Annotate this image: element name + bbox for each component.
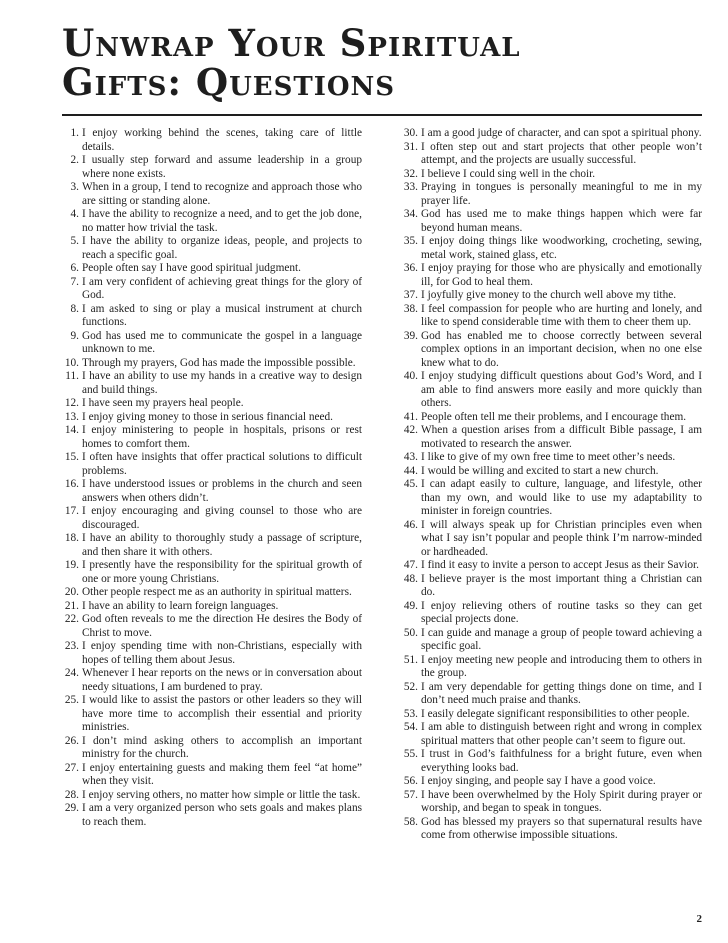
question-item (396, 411, 702, 425)
question-number: 39. (403, 329, 418, 342)
question-item (62, 208, 362, 235)
question-text: People often say I have good spiritual judgment. (82, 262, 301, 274)
question-text: God has used me to make things happen which were far beyond human means. (421, 208, 702, 234)
question-text: I am very confident of achieving great things for the glory of God. (82, 275, 362, 301)
question-number: 41. (403, 410, 418, 423)
question-text: I don’t mind asking others to accomplish an important ministry for the church. (82, 734, 362, 760)
question-number: 35. (403, 235, 418, 247)
question-text: I enjoy serving others, no matter how simple or little the task. (82, 788, 361, 801)
question-item (396, 600, 702, 627)
question-item (396, 181, 702, 208)
question-text: I often step out and start projects that other people won’t attempt, and the projects are usually successful. (421, 140, 702, 166)
title-line-1: Unwrap Your Spiritual (62, 21, 521, 65)
question-number: 21. (64, 599, 79, 612)
question-number: 56. (403, 775, 418, 787)
question-number: 10. (64, 356, 79, 369)
question-text: I am very dependable for getting things done on time, and I don’t need much praise and thanks. (421, 680, 702, 706)
question-text: I have an ability to learn foreign languages. (82, 599, 279, 612)
question-text: I like to give of my own free time to meet other’s needs. (421, 451, 676, 463)
question-text: I am asked to sing or play a musical instrument at church functions. (82, 302, 362, 328)
question-item (62, 235, 362, 262)
question-item (62, 762, 362, 789)
question-item (62, 397, 362, 411)
question-number: 44. (403, 464, 418, 477)
question-number: 24. (64, 667, 79, 679)
question-number: 12. (64, 397, 79, 409)
question-number: 40. (403, 370, 418, 382)
question-text: I feel compassion for people who are hurting and lonely, and like to spend considerable time with them to cheer them up. (421, 302, 702, 328)
title-line-2: Gifts: Questions (62, 60, 396, 104)
question-text: I have been overwhelmed by the Holy Spirit during prayer or worship, and began to speak in tongues. (421, 788, 702, 814)
question-text: God often reveals to me the direction He desires the Body of Christ to move. (82, 613, 362, 639)
question-text: I enjoy working behind the scenes, taking care of little details. (82, 127, 362, 153)
question-text: God has used me to communicate the gospel in a language unknown to me. (82, 329, 362, 355)
question-item (62, 559, 362, 586)
question-item (396, 370, 702, 411)
question-item (396, 127, 702, 141)
question-item (62, 411, 362, 425)
questions-column-left (62, 127, 362, 829)
question-text: I easily delegate significant responsibilities to other people. (421, 707, 690, 720)
question-item (62, 667, 362, 694)
question-item (62, 478, 362, 505)
question-number: 50. (403, 626, 418, 639)
question-number: 1. (70, 127, 79, 139)
question-text: I have seen my prayers heal people. (82, 397, 244, 409)
question-number: 36. (403, 262, 418, 274)
question-text: I can adapt easily to culture, language, and lifestyle, other than my own, and would like to use my adaptability to minister in foreign countries. (421, 478, 702, 517)
question-number: 45. (403, 478, 418, 490)
question-text: I believe I could sing well in the choir. (421, 167, 596, 180)
question-item (62, 586, 362, 600)
question-text: I am a very organized person who sets goals and makes plans to reach them. (82, 802, 362, 828)
question-number: 25. (64, 694, 79, 706)
question-item (62, 330, 362, 357)
question-number: 43. (403, 451, 418, 463)
question-item (396, 141, 702, 168)
question-number: 6. (70, 262, 79, 274)
question-item (62, 789, 362, 803)
question-number: 33. (403, 181, 418, 193)
question-text: I enjoy meeting new people and introducing them to others in the group. (421, 653, 702, 679)
question-number: 2. (70, 154, 79, 166)
question-text: I believe prayer is the most important thing a Christian can do. (421, 572, 702, 598)
question-number: 19. (64, 559, 79, 571)
question-item (62, 276, 362, 303)
question-item (396, 451, 702, 465)
question-text: God has enabled me to choose correctly between several complex options in an important decision, when no one else knew what to do. (421, 329, 702, 369)
question-number: 32. (403, 167, 418, 180)
question-number: 29. (64, 802, 79, 814)
question-text: I joyfully give money to the church well above my tithe. (421, 289, 677, 301)
question-text: I usually step forward and assume leadership in a group where none exists. (82, 154, 362, 180)
question-item (396, 262, 702, 289)
question-number: 22. (64, 613, 79, 625)
question-item (396, 627, 702, 654)
question-item (396, 681, 702, 708)
question-number: 53. (403, 707, 418, 720)
question-item (396, 559, 702, 573)
question-item (396, 478, 702, 519)
question-item (62, 640, 362, 667)
question-item (62, 303, 362, 330)
question-number: 58. (403, 815, 418, 828)
question-item (62, 154, 362, 181)
question-number: 4. (70, 208, 79, 220)
question-text: I can guide and manage a group of people toward achieving a specific goal. (421, 626, 702, 652)
question-item (62, 451, 362, 478)
question-text: I find it easy to invite a person to accept Jesus as their Savior. (421, 559, 699, 571)
question-item (396, 573, 702, 600)
question-number: 31. (403, 140, 418, 153)
question-item (62, 181, 362, 208)
question-item (396, 208, 702, 235)
question-number: 23. (64, 640, 79, 652)
question-text: I presently have the responsibility for the spiritual growth of one or more young Christians. (82, 559, 362, 585)
question-item (62, 370, 362, 397)
question-text: I enjoy praying for those who are physically and emotionally ill, for God to heal them. (421, 262, 702, 288)
question-text: I will always speak up for Christian principles even when what I say isn’t popular and people think I’m narrow-minded or hardheaded. (421, 518, 702, 558)
question-item (62, 262, 362, 276)
question-text: I enjoy doing things like woodworking, crocheting, sewing, metal work, stained glass, etc. (421, 235, 702, 261)
question-number: 47. (403, 559, 418, 571)
question-text: I would be willing and excited to start a new church. (421, 464, 659, 477)
question-number: 16. (64, 478, 79, 490)
page-title (62, 21, 702, 104)
question-item (396, 789, 702, 816)
question-number: 46. (403, 518, 418, 531)
question-number: 27. (64, 761, 79, 774)
question-number: 8. (70, 302, 79, 315)
question-text: I often have insights that offer practical solutions to difficult problems. (82, 451, 362, 477)
question-number: 7. (70, 275, 79, 288)
question-text: I enjoy relieving others of routine tasks so they can get special projects done. (421, 599, 702, 625)
question-number: 9. (70, 329, 79, 342)
question-item (396, 303, 702, 330)
question-text: I enjoy spending time with non-Christians, especially with hopes of telling them about Jesus. (82, 640, 362, 666)
question-number: 54. (403, 721, 418, 733)
question-number: 38. (403, 302, 418, 315)
question-text: I am able to distinguish between right and wrong in complex spiritual matters that other people can’t seem to figure out. (421, 721, 702, 747)
question-number: 11. (65, 370, 79, 382)
question-item (396, 235, 702, 262)
question-number: 55. (403, 748, 418, 760)
question-number: 30. (403, 127, 418, 139)
title-rule (62, 114, 702, 116)
question-text: When in a group, I tend to recognize and approach those who are sitting or standing alone. (82, 181, 362, 207)
question-text: Through my prayers, God has made the impossible possible. (82, 356, 356, 369)
question-text: I enjoy entertaining guests and making them feel “at home” when they visit. (82, 761, 362, 787)
question-text: I have an ability to use my hands in a creative way to design and build things. (82, 370, 362, 396)
question-number: 51. (403, 653, 418, 666)
question-text: I have the ability to organize ideas, people, and projects to reach a specific goal. (82, 235, 362, 261)
question-number: 42. (403, 424, 418, 436)
question-text: I enjoy studying difficult questions about God’s Word, and I am able to find answers more easily and more quickly than others. (421, 370, 702, 409)
question-text: God has blessed my prayers so that supernatural results have come from otherwise impossible situations. (421, 815, 702, 841)
question-text: Whenever I hear reports on the news or in conversation about needy situations, I am burdened to pray. (82, 667, 362, 693)
question-item (62, 694, 362, 735)
question-item (62, 532, 362, 559)
question-item (396, 519, 702, 560)
question-text: People often tell me their problems, and I encourage them. (421, 410, 687, 423)
question-item (396, 816, 702, 843)
question-text: I have understood issues or problems in the church and seen answers when others didn’t. (82, 478, 362, 504)
question-number: 26. (64, 734, 79, 747)
question-text: I trust in God’s faithfulness for a bright future, even when everything looks bad. (421, 748, 702, 774)
question-text: Other people respect me as an authority in spiritual matters. (82, 586, 352, 598)
question-item (396, 721, 702, 748)
question-text: I have the ability to recognize a need, and to get the job done, no matter how trivial the task. (82, 208, 362, 234)
question-text: Praying in tongues is personally meaningful to me in my prayer life. (421, 181, 702, 207)
question-item (396, 289, 702, 303)
question-text: I enjoy giving money to those in serious financial need. (82, 410, 333, 423)
question-text: I would like to assist the pastors or other leaders so they will have more time to accomplish their essential and priority ministries. (82, 694, 362, 733)
question-item (396, 775, 702, 789)
question-number: 49. (403, 599, 418, 612)
question-number: 13. (64, 410, 79, 423)
question-number: 15. (64, 451, 79, 463)
question-text: I have an ability to thoroughly study a passage of scripture, and then share it with others. (82, 532, 362, 558)
question-number: 52. (403, 680, 418, 693)
question-number: 48. (403, 572, 418, 585)
question-text: I enjoy singing, and people say I have a good voice. (421, 775, 656, 787)
question-item (62, 613, 362, 640)
question-number: 28. (64, 788, 79, 801)
question-item (396, 748, 702, 775)
question-text: I enjoy encouraging and giving counsel to those who are discouraged. (82, 505, 362, 531)
question-text: I am a good judge of character, and can spot a spiritual phony. (421, 127, 702, 139)
question-text: When a question arises from a difficult Bible passage, I am motivated to research the answer. (421, 424, 702, 450)
question-item (396, 465, 702, 479)
question-item (396, 708, 702, 722)
question-number: 18. (64, 532, 79, 544)
question-item (62, 600, 362, 614)
question-item (396, 330, 702, 371)
question-number: 57. (403, 788, 418, 801)
question-item (62, 357, 362, 371)
question-item (396, 654, 702, 681)
page-number: 2 (696, 913, 702, 925)
question-number: 17. (64, 505, 79, 517)
question-number: 20. (64, 586, 79, 598)
question-number: 3. (70, 181, 79, 193)
question-number: 34. (403, 208, 418, 220)
question-item (62, 802, 362, 829)
question-item (396, 424, 702, 451)
question-number: 5. (70, 235, 79, 247)
question-item (62, 424, 362, 451)
question-text: I enjoy ministering to people in hospitals, prisons or rest homes to comfort them. (82, 424, 362, 450)
question-item (62, 127, 362, 154)
question-item (396, 168, 702, 182)
question-number: 37. (403, 289, 418, 301)
question-item (62, 735, 362, 762)
questions-column-right (396, 127, 702, 843)
question-item (62, 505, 362, 532)
question-number: 14. (64, 424, 79, 436)
